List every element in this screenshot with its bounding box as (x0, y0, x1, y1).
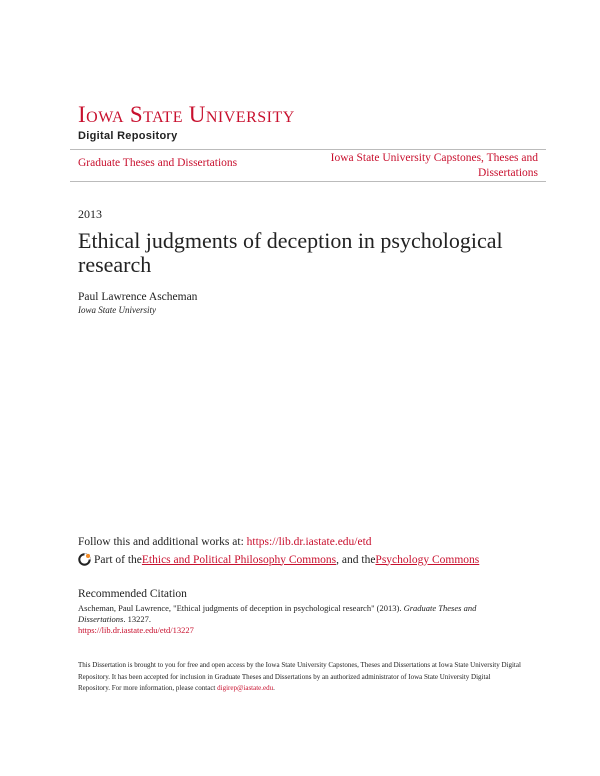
citation-series: Graduate Theses and Dissertations (78, 603, 477, 624)
access-notice (78, 660, 523, 695)
commons-icon (78, 553, 91, 566)
citation-url-link[interactable]: https://lib.dr.iastate.edu/etd/13227 (78, 625, 194, 635)
divider-bottom (70, 181, 546, 182)
etd-url-link[interactable]: https://lib.dr.iastate.edu/etd (246, 536, 372, 548)
author-affiliation: Iowa State University (78, 305, 156, 315)
logo-subtitle: Digital Repository (78, 130, 178, 142)
contact-email-link[interactable]: digirep@iastate.edu (217, 684, 274, 692)
author-name: Paul Lawrence Ascheman (78, 291, 198, 303)
citation-end: . 13227. (123, 614, 151, 624)
publication-year: 2013 (78, 207, 102, 221)
divider-top (70, 149, 546, 150)
document-title: Ethical judgments of deception in psychological research (78, 228, 503, 277)
part-of-middle: , and the (336, 553, 376, 566)
notice-end: . (273, 684, 275, 692)
recommended-citation-heading: Recommended Citation (78, 588, 187, 600)
psychology-commons-link[interactable]: Psychology Commons (375, 553, 480, 566)
notice-text: This Dissertation is brought to you for free and open access by the Iowa State University Capstones, Theses and Dissertations at Iowa State University Digital Repository. It has been accepted for inclusion in Graduate Theses and Dissertations by an authorized administrator of Iowa State University Digital Repository. For more information, please contact (78, 661, 521, 692)
citation-text (78, 603, 518, 636)
follow-line (78, 536, 372, 548)
graduate-theses-link[interactable]: Graduate Theses and Dissertations (78, 157, 238, 169)
logo-title: IOWA STATE UNIVERSITY (78, 102, 295, 127)
part-of-prefix: Part of the (94, 553, 142, 566)
follow-text: Follow this and additional works at: (78, 536, 247, 548)
university-logo[interactable] (78, 104, 295, 142)
capstones-link[interactable]: Iowa State University Capstones, Theses and Dissertations (330, 152, 538, 179)
citation-plain: Ascheman, Paul Lawrence, "Ethical judgments of deception in psychological research" (2013). (78, 603, 404, 613)
ethics-commons-link[interactable]: Ethics and Political Philosophy Commons (141, 553, 337, 566)
part-of-line (78, 553, 479, 566)
